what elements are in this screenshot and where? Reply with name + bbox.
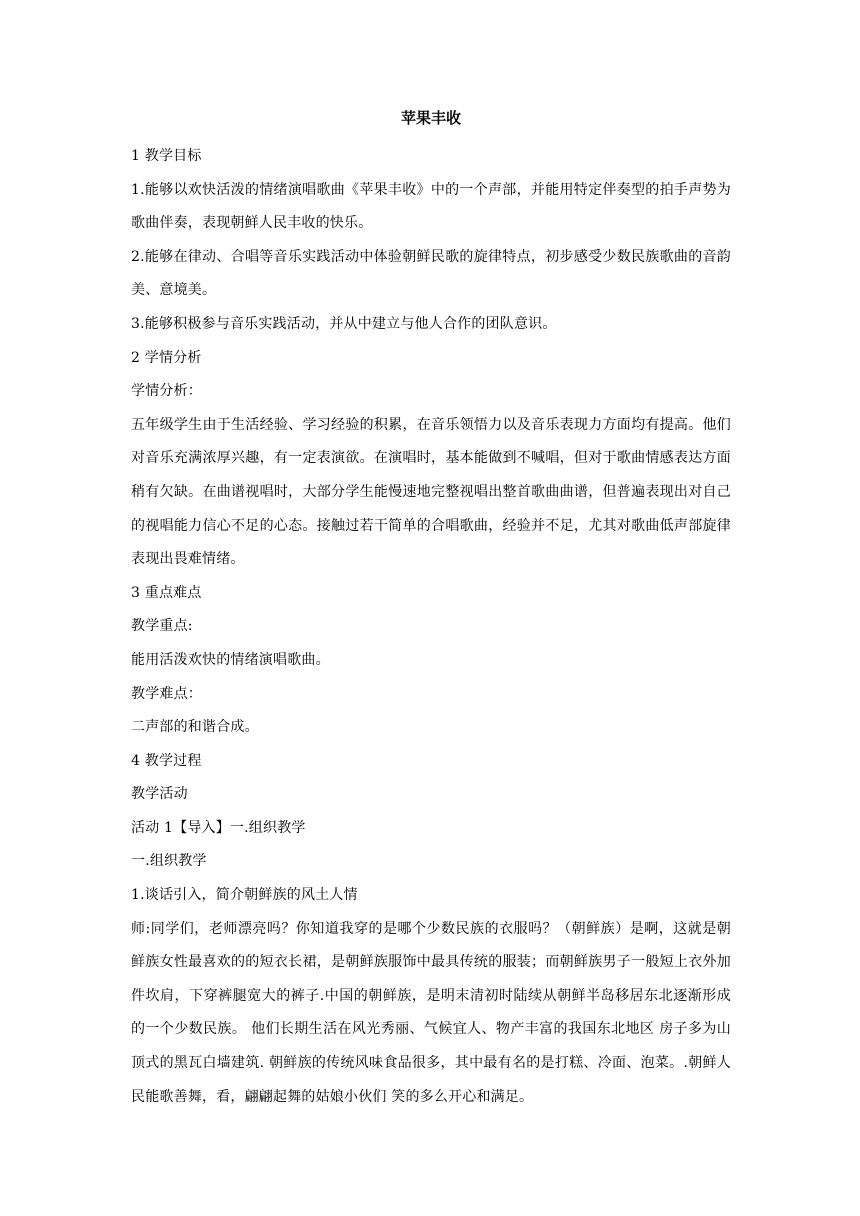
key-point-label: 教学重点: [131,618,193,635]
student-analysis-label: 学情分析： [131,383,202,400]
goal-item-2: 2.能够在律动、合唱等音乐实践活动中体验朝鲜民歌的旋律特点，初步感受少数民族歌曲的音韵美、意境美。 [131,248,731,299]
document-title: 苹果丰收 [400,109,461,127]
section-heading-key-points: 3 重点难点 [131,584,202,601]
activity-1-heading: 活动 1【导入】一.组织教学 [131,819,306,836]
section-heading-teaching-process: 4 教学过程 [131,752,202,769]
section-heading-student-analysis: 2 学情分析 [131,349,202,366]
teaching-activities-label: 教学活动 [131,786,188,803]
step-1-heading: 1.谈话引入，简介朝鲜族的风土人情 [131,887,358,904]
goal-item-3: 3.能够积极参与音乐实践活动，并从中建立与他人合作的团队意识。 [131,315,557,332]
teacher-dialogue-text: 师:同学们，老师漂亮吗？你知道我穿的是哪个少数民族的衣服吗？（朝鲜族）是啊，这就是朝鲜族女性最喜欢的的短衣长裙，是朝鲜族服饰中最具传统的服装；而朝鲜族男子一般短上衣外加件坎肩，下穿裤腿宽大的裤子.中国的朝鲜族，是明末清初时陆续从朝鲜半岛移居东北逐渐形成的一个少数民族。 他们长期生活在风光秀丽、气候宜人、物产丰富的我国东北地区 房子多为山顶式的黑瓦白墙建筑. 朝鲜族的传统风味食品很多，其中最有名的是打糕、冷面、泡菜。.朝鲜人民能歌善舞，看，翩翩起舞的姑娘小伙们 笑的多么开心和满足。 [131,920,731,1105]
difficulty-text: 二声部的和谐合成。 [131,719,259,736]
section-heading-teaching-goals: 1 教学目标 [131,148,202,164]
difficulty-label: 教学难点： [131,685,202,702]
key-point-text: 能用活泼欢快的情绪演唱歌曲。 [131,651,330,668]
student-analysis-text: 五年级学生由于生活经验、学习经验的积累，在音乐领悟力以及音乐表现力方面均有提高。他们对音乐充满浓厚兴趣，有一定表演欲。在演唱时，基本能做到不喊唱，但对于歌曲情感表达方面稍有欠缺。在曲谱视唱时，大部分学生能慢速地完整视唱出整首歌曲曲谱，但普遍表现出对自己的视唱能力信心不足的心态。接触过若干简单的合唱歌曲，经验并不足，尤其对歌曲低声部旋律表现出畏难情绪。 [131,416,731,568]
organize-teaching-heading: 一.组织教学 [131,853,207,870]
document-page [131,108,731,1114]
goal-item-1: 1.能够以欢快活泼的情绪演唱歌曲《苹果丰收》中的一个声部，并能用特定伴奏型的拍手声势为歌曲伴奏，表现朝鲜人民丰收的快乐。 [131,181,731,232]
